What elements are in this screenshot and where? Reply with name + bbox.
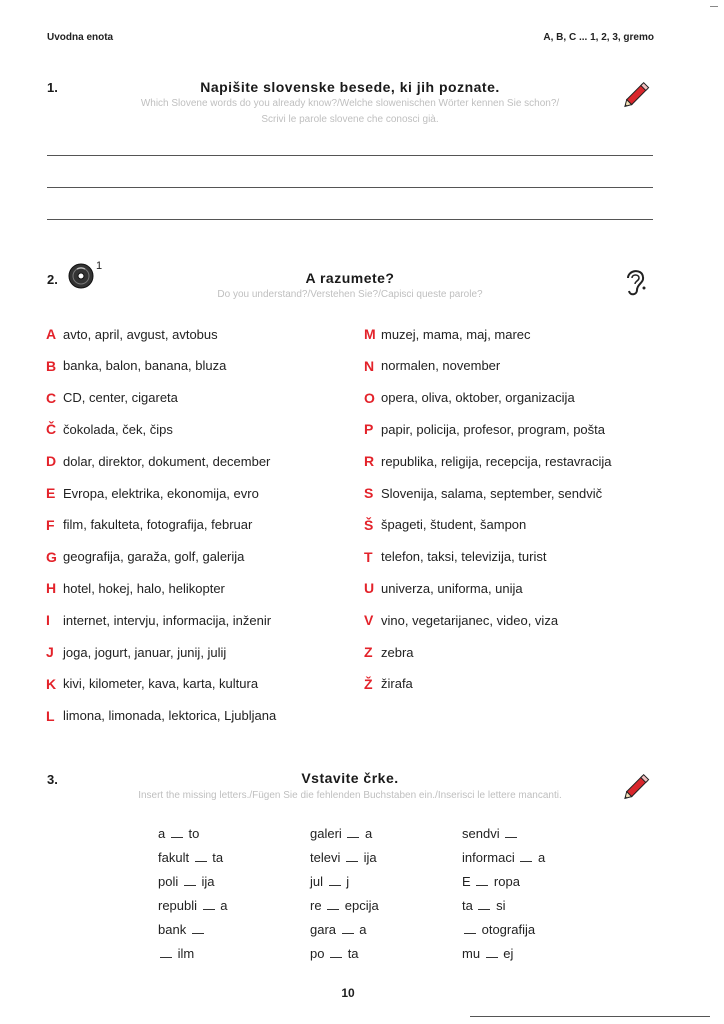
alphabet-letter: K — [46, 675, 57, 692]
word-prefix: gara — [310, 922, 340, 937]
alphabet-letter: Š — [364, 516, 374, 533]
exercise-1-number: 1. — [47, 80, 58, 95]
word-prefix: jul — [310, 874, 327, 889]
word-suffix: a — [361, 826, 373, 841]
alphabet-words: Slovenija, salama, september, sendvič — [381, 485, 603, 501]
alphabet-words: papir, policija, profesor, program, pošta — [381, 421, 606, 437]
word-suffix: ropa — [490, 874, 520, 889]
corner-mark — [710, 6, 718, 7]
fill-in-word-c3-4[interactable] — [462, 918, 545, 942]
alphabet-entry-right-0 — [364, 324, 531, 344]
blank-field[interactable] — [192, 921, 204, 934]
fill-in-word-c2-3[interactable] — [310, 894, 379, 918]
blank-field[interactable] — [342, 921, 354, 934]
alphabet-entry-left-0 — [46, 324, 218, 344]
alphabet-entry-left-11 — [46, 674, 258, 694]
blank-field[interactable] — [478, 897, 490, 910]
exercise-3-title: Vstavite črke. — [301, 770, 399, 786]
word-suffix: ej — [499, 946, 514, 961]
alphabet-entry-right-11 — [364, 674, 413, 694]
fill-in-word-c1-1[interactable] — [158, 846, 227, 870]
alphabet-entry-left-3 — [46, 419, 173, 439]
blank-field[interactable] — [330, 945, 342, 958]
alphabet-letter: Z — [364, 644, 373, 660]
alphabet-letter: H — [46, 580, 57, 597]
alphabet-entry-left-5 — [46, 483, 259, 503]
alphabet-letter: T — [364, 548, 373, 565]
word-prefix: galeri — [310, 826, 346, 841]
ear-icon — [620, 266, 650, 298]
word-suffix: ta — [344, 946, 359, 961]
alphabet-letter: G — [46, 548, 57, 565]
blank-field[interactable] — [171, 825, 183, 838]
alphabet-letter: C — [46, 389, 57, 406]
word-suffix: epcija — [341, 898, 379, 913]
alphabet-words: hotel, hokej, halo, helikopter — [63, 580, 225, 596]
word-suffix: a — [355, 922, 367, 937]
blank-field[interactable] — [520, 849, 532, 862]
alphabet-entry-right-10 — [364, 642, 414, 662]
alphabet-entry-left-10 — [46, 642, 226, 662]
fill-in-word-c1-5[interactable] — [158, 942, 227, 966]
alphabet-words: dolar, direktor, dokument, december — [63, 453, 271, 469]
footer-rule — [470, 1016, 710, 1017]
word-suffix: ta — [208, 850, 224, 865]
word-prefix: poli — [158, 874, 182, 889]
alphabet-words: film, fakulteta, fotografija, februar — [63, 517, 253, 533]
alphabet-letter: U — [364, 580, 375, 597]
alphabet-letter: E — [46, 485, 56, 501]
blank-field[interactable] — [184, 873, 196, 886]
alphabet-entry-left-8 — [46, 578, 225, 598]
alphabet-letter: A — [46, 326, 57, 342]
alphabet-entry-left-1 — [46, 356, 226, 376]
pencil-icon — [620, 76, 656, 112]
alphabet-letter: S — [364, 485, 374, 501]
word-suffix: otografija — [478, 922, 536, 937]
fill-in-word-c3-5[interactable] — [462, 942, 545, 966]
fill-in-column-2 — [310, 822, 379, 966]
alphabet-entry-right-9 — [364, 610, 558, 630]
blank-field[interactable] — [476, 873, 488, 886]
alphabet-words: avto, april, avgust, avtobus — [63, 326, 218, 342]
blank-field[interactable] — [160, 945, 172, 958]
alphabet-letter: I — [46, 612, 50, 629]
alphabet-letter: Ž — [364, 675, 373, 692]
alphabet-entry-right-4 — [364, 451, 612, 471]
fill-in-word-c1-4[interactable] — [158, 918, 227, 942]
alphabet-entry-right-8 — [364, 578, 523, 598]
word-suffix: si — [492, 898, 506, 913]
word-suffix: ija — [197, 874, 215, 889]
word-suffix: j — [342, 874, 350, 889]
fill-in-word-c2-5[interactable] — [310, 942, 379, 966]
word-prefix: bank — [158, 922, 190, 937]
alphabet-words: žirafa — [381, 676, 413, 692]
alphabet-words: joga, jogurt, januar, junij, julij — [63, 644, 227, 660]
running-header-right: A, B, C ... 1, 2, 3, gremo — [543, 32, 654, 43]
alphabet-words: geografija, garaža, golf, galerija — [63, 549, 245, 565]
fill-in-word-c2-1[interactable] — [310, 846, 379, 870]
word-prefix: po — [310, 946, 329, 961]
alphabet-words: internet, intervju, informacija, inženir — [63, 612, 272, 628]
fill-in-word-c3-1[interactable] — [462, 846, 545, 870]
blank-field[interactable] — [327, 897, 339, 910]
page-number: 10 — [341, 986, 355, 1000]
word-suffix: a — [534, 850, 546, 865]
blank-field[interactable] — [329, 873, 341, 886]
fill-in-word-c3-0[interactable] — [462, 822, 545, 846]
alphabet-words: Evropa, elektrika, ekonomija, evro — [63, 485, 259, 501]
alphabet-words: kivi, kilometer, kava, karta, kultura — [63, 676, 259, 692]
word-suffix: a — [216, 898, 228, 913]
alphabet-words: opera, oliva, oktober, organizacija — [381, 390, 575, 406]
fill-in-word-c3-2[interactable] — [462, 870, 545, 894]
blank-field[interactable] — [203, 897, 215, 910]
alphabet-words: republika, religija, recepcija, restavracija — [381, 453, 612, 469]
alphabet-words: telefon, taksi, televizija, turist — [381, 549, 547, 565]
fill-in-word-c1-0[interactable] — [158, 822, 227, 846]
alphabet-words: zebra — [381, 644, 414, 660]
alphabet-letter: F — [46, 516, 55, 533]
alphabet-words: špageti, študent, šampon — [381, 517, 527, 533]
word-prefix: televi — [310, 850, 344, 865]
alphabet-letter: L — [46, 707, 55, 724]
blank-field[interactable] — [486, 945, 498, 958]
blank-field[interactable] — [505, 825, 517, 838]
alphabet-entry-left-12 — [46, 706, 276, 726]
word-prefix: re — [310, 898, 326, 913]
alphabet-letter: R — [364, 453, 375, 470]
fill-in-column-3 — [462, 822, 545, 966]
running-header-left: Uvodna enota — [47, 32, 114, 43]
alphabet-letter: O — [364, 389, 375, 406]
exercise-2-number: 2. — [47, 272, 58, 287]
alphabet-words: univerza, uniforma, unija — [381, 580, 523, 596]
alphabet-entry-left-4 — [46, 451, 270, 471]
exercise-2-subtitle: Do you understand?/Verstehen Sie?/Capisci queste parole? — [217, 289, 483, 300]
alphabet-letter: J — [46, 644, 54, 660]
word-prefix: republi — [158, 898, 201, 913]
alphabet-entry-right-5 — [364, 483, 602, 503]
word-prefix: E — [462, 874, 475, 889]
answer-line-2[interactable] — [47, 187, 653, 188]
fill-in-word-c1-3[interactable] — [158, 894, 227, 918]
fill-in-word-c2-2[interactable] — [310, 870, 379, 894]
alphabet-entry-right-7 — [364, 547, 546, 567]
alphabet-entry-left-7 — [46, 547, 244, 567]
alphabet-letter: M — [364, 326, 376, 342]
alphabet-entry-right-1 — [364, 356, 500, 376]
alphabet-letter: P — [364, 421, 374, 438]
word-prefix: mu — [462, 946, 484, 961]
alphabet-entry-right-6 — [364, 515, 526, 535]
exercise-3-subtitle: Insert the missing letters./Fügen Sie die fehlenden Buchstaben ein./Inserisci le lettere mancanti. — [138, 790, 562, 801]
alphabet-words: normalen, november — [381, 358, 501, 374]
fill-in-word-c3-3[interactable] — [462, 894, 545, 918]
exercise-3-number: 3. — [47, 772, 58, 787]
answer-line-3[interactable] — [47, 219, 653, 220]
word-prefix: informaci — [462, 850, 519, 865]
blank-field[interactable] — [195, 849, 207, 862]
alphabet-letter: D — [46, 453, 57, 470]
alphabet-words: banka, balon, banana, bluza — [63, 358, 227, 374]
answer-line-1[interactable] — [47, 155, 653, 156]
alphabet-entry-left-9 — [46, 610, 271, 630]
alphabet-letter: N — [364, 357, 375, 374]
exercise-1-subtitle-line-2: Scrivi le parole slovene che conosci già. — [261, 114, 439, 125]
word-suffix: ilm — [174, 946, 195, 961]
fill-in-word-c2-0[interactable] — [310, 822, 379, 846]
audio-track-number: 1 — [96, 260, 103, 272]
exercise-1-subtitle-line-1: Which Slovene words do you already know?/Welche slowenischen Wörter kennen Sie schon?/ — [140, 98, 560, 109]
alphabet-letter: B — [46, 357, 57, 374]
alphabet-letter: Č — [46, 421, 57, 438]
alphabet-entry-right-3 — [364, 419, 605, 439]
alphabet-entry-left-2 — [46, 388, 178, 408]
blank-field[interactable] — [347, 825, 359, 838]
word-prefix: sendvi — [462, 826, 504, 841]
blank-field[interactable] — [346, 849, 358, 862]
blank-field[interactable] — [464, 921, 476, 934]
alphabet-words: muzej, mama, maj, marec — [381, 326, 531, 342]
fill-in-word-c2-4[interactable] — [310, 918, 379, 942]
alphabet-words: limona, limonada, lektorica, Ljubljana — [63, 708, 277, 724]
audio-cd-icon[interactable] — [67, 262, 95, 290]
alphabet-entry-right-2 — [364, 388, 575, 408]
exercise-2-title: A razumete? — [305, 270, 395, 286]
word-suffix: to — [184, 826, 200, 841]
exercise-1-title: Napišite slovenske besede, ki jih poznate. — [200, 79, 500, 95]
word-prefix: a — [158, 826, 169, 841]
alphabet-words: vino, vegetarijanec, video, viza — [381, 612, 559, 628]
alphabet-words: CD, center, cigareta — [63, 390, 178, 406]
alphabet-entry-left-6 — [46, 515, 252, 535]
word-suffix: ija — [359, 850, 377, 865]
fill-in-column-1 — [158, 822, 227, 966]
alphabet-words: čokolada, ček, čips — [63, 421, 173, 437]
word-prefix: ta — [462, 898, 477, 913]
alphabet-letter: V — [364, 612, 374, 629]
word-prefix: fakult — [158, 850, 193, 865]
pencil-icon — [620, 768, 656, 804]
fill-in-word-c1-2[interactable] — [158, 870, 227, 894]
